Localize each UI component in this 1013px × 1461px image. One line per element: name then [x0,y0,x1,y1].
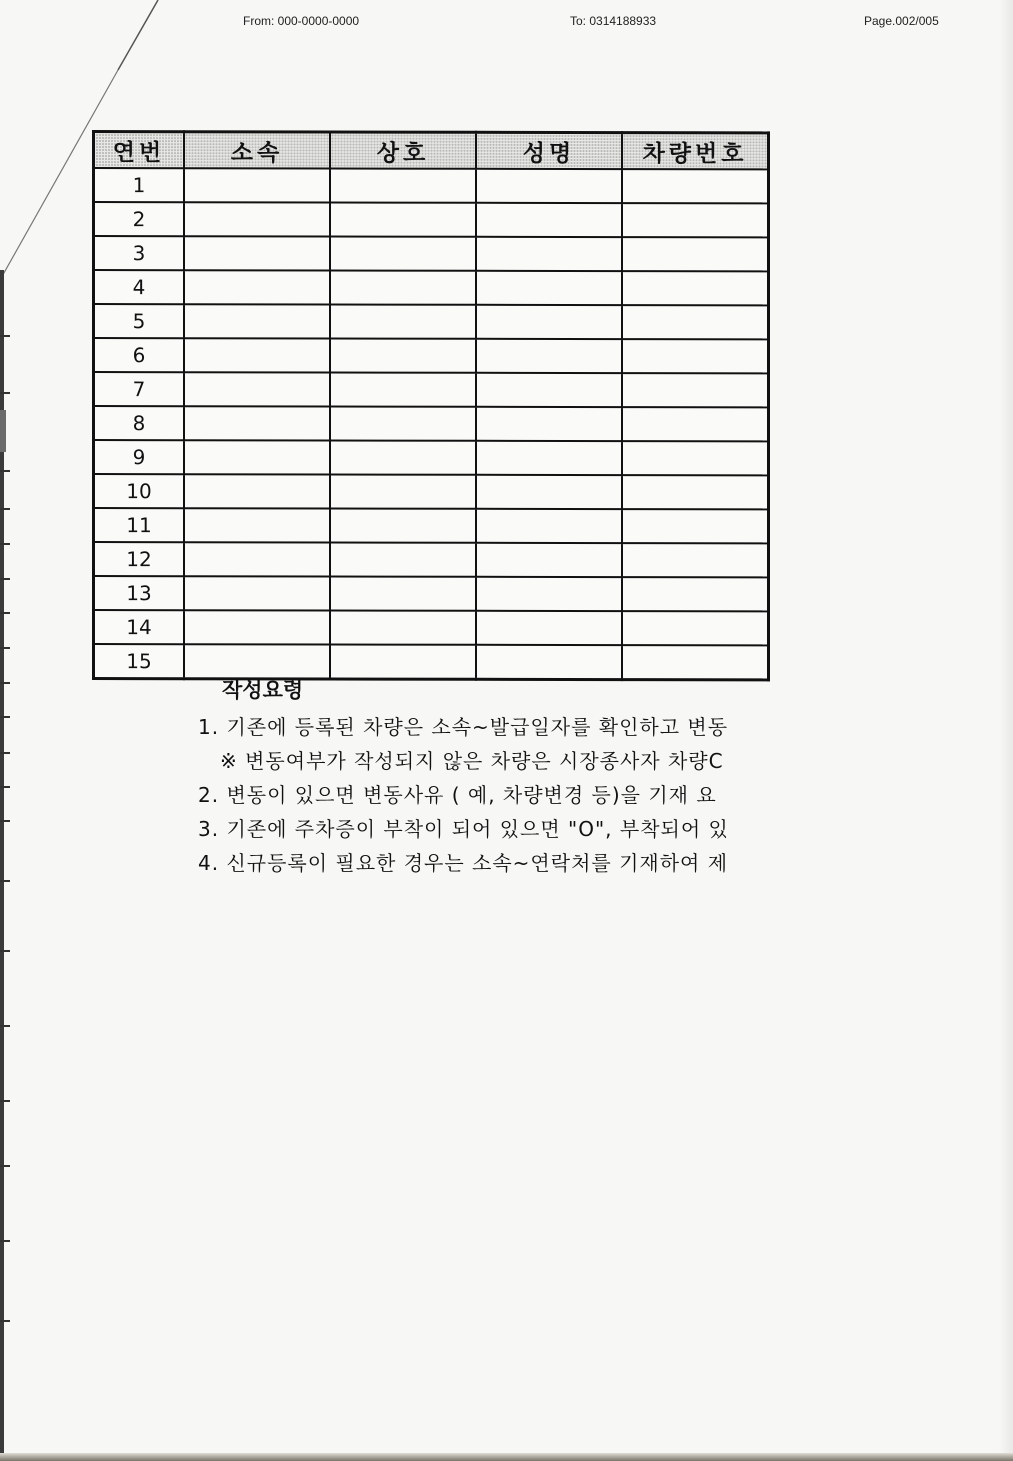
cell-vehicle-number [622,577,769,611]
cell-vehicle-number [622,271,769,305]
cell-business-name [330,168,476,202]
cell-business-name [330,372,476,406]
header-vehicle-number: 차량번호 [622,133,769,170]
edge-tick [0,682,10,684]
cell-business-name [330,644,476,679]
edge-tick [0,578,10,580]
cell-affiliation [184,576,330,610]
row-number: 13 [94,576,185,610]
row-number: 3 [94,236,185,270]
edge-tick [0,612,10,614]
cell-person-name [476,475,622,509]
cell-affiliation [184,270,330,304]
cell-affiliation [184,610,330,644]
row-number: 2 [94,202,185,236]
table-row [94,168,769,203]
edge-tick [0,647,10,649]
cell-vehicle-number [622,373,769,407]
table-row [94,372,769,407]
header-affiliation: 소속 [184,132,330,169]
row-number: 10 [94,474,185,508]
cell-person-name [476,237,622,271]
cell-vehicle-number [622,543,769,577]
cell-person-name [476,203,622,237]
edge-tick [0,752,10,754]
table-row [94,610,769,645]
cell-vehicle-number [622,339,769,373]
cell-person-name [476,645,622,680]
cell-affiliation [184,440,330,474]
fax-from: From: 000-0000-0000 [243,14,360,28]
scan-right-shade [999,0,1013,1461]
cell-business-name [330,610,476,644]
cell-affiliation [184,202,330,236]
cell-vehicle-number [622,407,769,441]
edge-tick [0,1100,10,1102]
cell-person-name [476,271,622,305]
table-row [94,440,769,475]
cell-affiliation [184,542,330,576]
cell-business-name [330,542,476,576]
table-row [94,236,769,271]
table-row [94,508,769,543]
cell-vehicle-number [622,237,769,271]
cell-vehicle-number [622,441,769,475]
cell-affiliation [184,644,330,679]
cell-affiliation [184,406,330,440]
table-row [94,406,769,441]
table-row [94,270,769,305]
cell-business-name [330,236,476,270]
edge-tick [0,508,10,510]
cell-business-name [330,508,476,542]
cell-affiliation [184,338,330,372]
vehicle-registration-table [92,130,770,681]
cell-affiliation [184,372,330,406]
cell-vehicle-number [622,611,769,645]
cell-person-name [476,543,622,577]
edge-tick [0,820,10,822]
edge-tick [0,1165,10,1167]
cell-vehicle-number [622,305,769,339]
edge-tick [0,392,10,394]
table-row [94,644,769,680]
cell-business-name [330,338,476,372]
edge-tick [0,716,10,718]
edge-tick [0,470,10,472]
cell-affiliation [184,304,330,338]
cell-person-name [476,373,622,407]
guide-note: ※ 변동여부가 작성되지 않은 차량은 시장종사자 차량C [220,749,724,773]
table-row [94,304,769,339]
table-row [94,202,769,237]
cell-person-name [476,611,622,645]
header-serial-no: 연번 [94,132,185,169]
cell-affiliation [184,508,330,542]
edge-tick [0,543,10,545]
edge-tick [0,1240,10,1242]
edge-tick [0,1025,10,1027]
row-number: 15 [94,644,185,679]
edge-tick [0,335,10,337]
scan-edge-notch [0,410,6,452]
cell-vehicle-number [622,203,769,237]
guide-title: 작성요령 [222,678,304,702]
guide-line-1: 1. 기존에 등록된 차량은 소속~발급일자를 확인하고 변동 [198,715,729,739]
cell-business-name [330,406,476,440]
row-number: 4 [94,270,185,304]
cell-business-name [330,440,476,474]
row-number: 8 [94,406,185,440]
row-number: 12 [94,542,185,576]
cell-vehicle-number [622,169,769,203]
cell-affiliation [184,236,330,270]
cell-affiliation [184,474,330,508]
guide-line-4: 4. 신규등록이 필요한 경우는 소속~연락처를 기재하여 제 [198,851,729,875]
cell-person-name [476,407,622,441]
row-number: 14 [94,610,185,644]
header-person-name: 성명 [476,132,622,169]
row-number: 7 [94,372,185,406]
cell-person-name [476,169,622,203]
fax-header [0,14,1013,34]
cell-person-name [476,441,622,475]
fax-to: To: 0314188933 [570,14,657,28]
edge-tick [0,880,10,882]
cell-vehicle-number [622,645,769,680]
cell-business-name [330,304,476,338]
edge-tick [0,950,10,952]
cell-business-name [330,202,476,236]
row-number: 1 [94,168,185,202]
cell-person-name [476,509,622,543]
row-number: 6 [94,338,185,372]
cell-person-name [476,577,622,611]
edge-tick [0,1320,10,1322]
fax-page-number: Page.002/005 [864,14,939,28]
cell-person-name [476,305,622,339]
writing-guide [198,676,778,880]
table-header-row [94,132,769,170]
table-row [94,474,769,509]
cell-business-name [330,270,476,304]
table-row [94,338,769,373]
table-row [94,542,769,577]
row-number: 5 [94,304,185,338]
edge-tick [0,786,10,788]
row-number: 9 [94,440,185,474]
cell-vehicle-number [622,509,769,543]
row-number: 11 [94,508,185,542]
cell-affiliation [184,168,330,202]
cell-business-name [330,576,476,610]
cell-vehicle-number [622,475,769,509]
guide-line-3: 3. 기존에 주차증이 부착이 되어 있으면 "O", 부착되어 있 [198,817,729,841]
header-business-name: 상호 [330,132,476,169]
table-row [94,576,769,611]
guide-line-2: 2. 변동이 있으면 변동사유 ( 예, 차량변경 등)을 기재 요 [198,783,717,807]
cell-person-name [476,339,622,373]
scan-bottom-edge [0,1453,1013,1461]
cell-business-name [330,474,476,508]
